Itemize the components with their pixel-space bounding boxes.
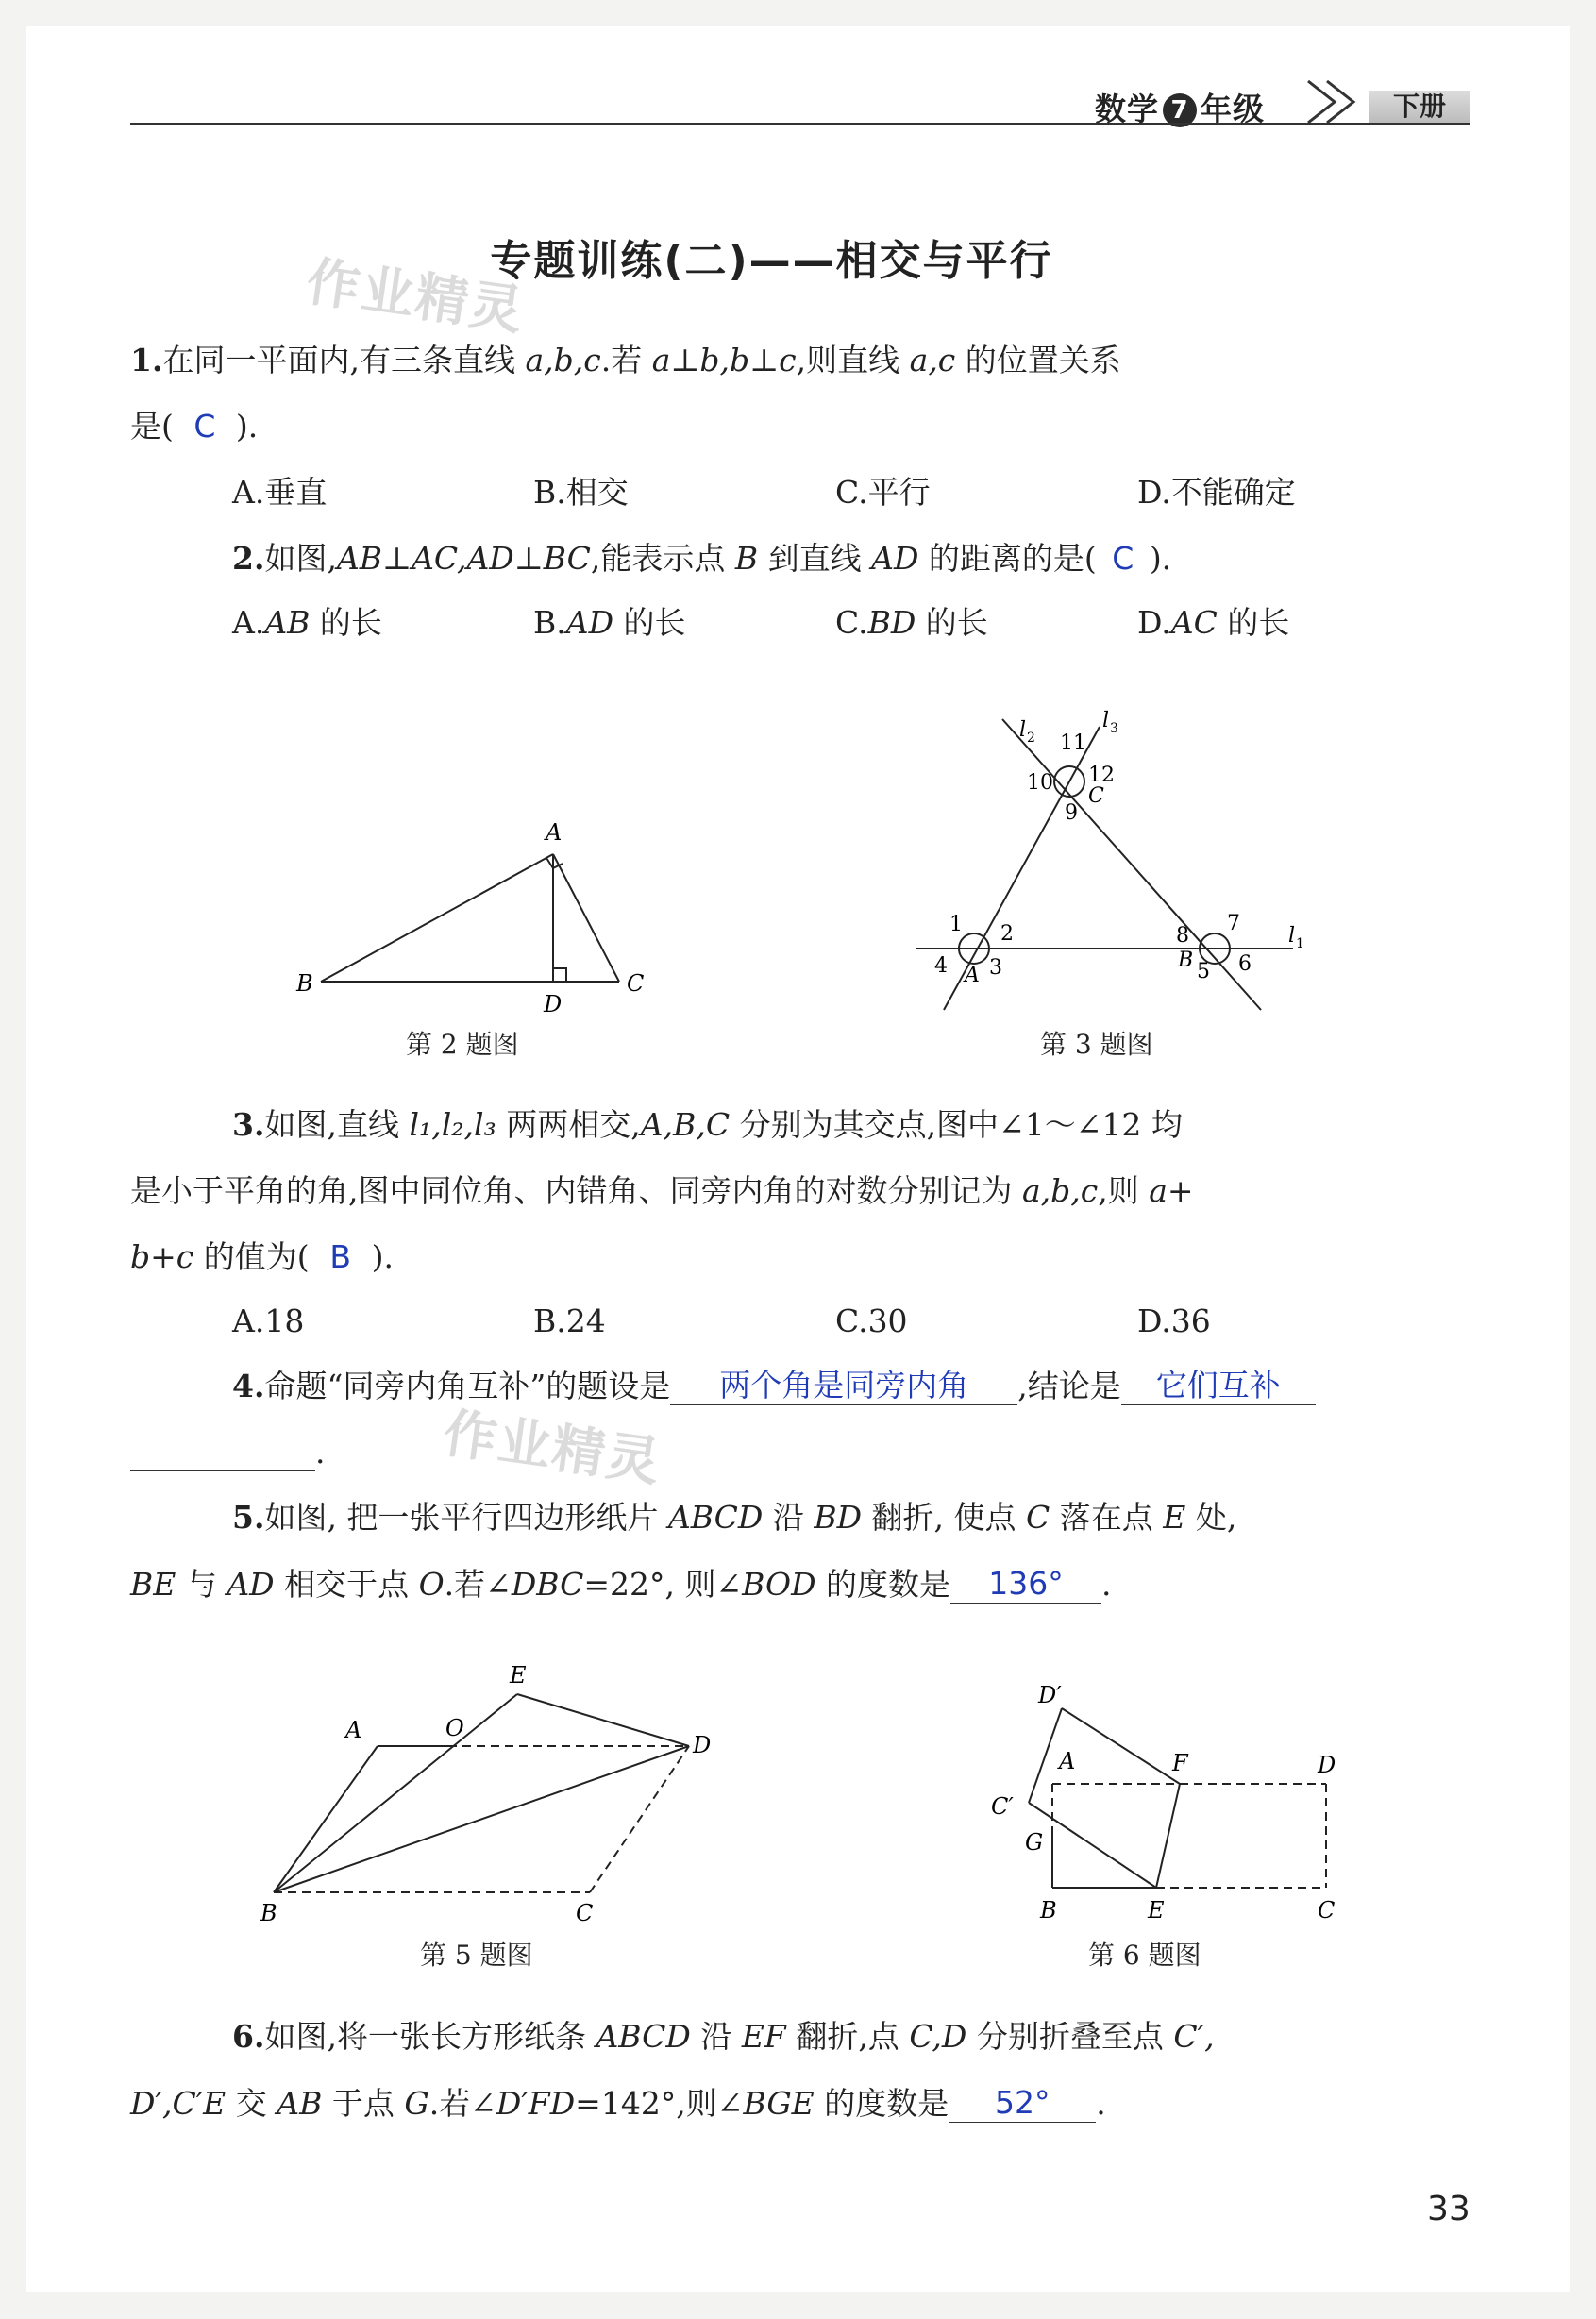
answer-blank: 52° (949, 2084, 1096, 2123)
label-l3: l (1102, 709, 1110, 732)
subject-label: 数学 (1095, 91, 1159, 127)
text: 处, (1185, 1499, 1237, 1536)
angle-7: 7 (1227, 912, 1240, 935)
text: C. (835, 604, 868, 641)
question-3 (232, 1106, 1183, 1144)
text: 如图,直线 (264, 1106, 410, 1143)
text: 是( (130, 408, 174, 445)
label-a: A (546, 819, 563, 846)
text: 如图,将一张长方形纸条 (264, 2018, 596, 2055)
text: A. (232, 604, 265, 641)
option-b (533, 604, 686, 642)
question-3-line3 (130, 1238, 394, 1276)
text: 是小于平角的角,图中同位角、内错角、同旁内角的对数分别记为 (130, 1172, 1022, 1209)
option-a (232, 604, 382, 642)
label-a: A (345, 1717, 362, 1743)
question-1 (130, 342, 1121, 379)
watermark: 作业精灵 (302, 251, 529, 343)
text: 的度数是 (814, 2085, 949, 2122)
math: b+c (130, 1238, 194, 1275)
label-c: C (1088, 784, 1104, 808)
math: AB⊥AC,AD⊥BC (336, 540, 591, 577)
question-2 (232, 540, 1171, 578)
header-divider (130, 123, 1470, 125)
text: 如图, (264, 540, 337, 577)
text: ,则 (1098, 1172, 1150, 1209)
label-g: G (1025, 1829, 1044, 1856)
angle-1: 1 (949, 913, 963, 936)
line-l3 (1002, 719, 1261, 1010)
figure-q5 (245, 1656, 736, 1930)
text: ). (1149, 540, 1172, 577)
math: BE (130, 1566, 176, 1603)
segment-d1f (1062, 1708, 1180, 1784)
text: ,结论是 (1017, 1368, 1121, 1404)
text: ). (235, 408, 259, 445)
text: . (1096, 2085, 1106, 2122)
text: 的长 (916, 604, 988, 641)
question-1-line2 (130, 408, 258, 445)
figure-caption: 第 6 题图 (1088, 1940, 1201, 1971)
math: BGE (743, 2085, 815, 2122)
option-c: C.平行 (835, 474, 931, 511)
segment-be (274, 1694, 517, 1892)
question-number: 2. (232, 540, 265, 577)
segment-ab (274, 1746, 378, 1892)
text: 与 (176, 1566, 227, 1603)
math: l₁,l₂,l₃ (409, 1106, 496, 1143)
text: ,则直线 (796, 342, 910, 378)
math: ABCD (667, 1499, 764, 1536)
text: 的长 (1217, 604, 1290, 641)
math: O (418, 1566, 445, 1603)
angle-5: 5 (1197, 960, 1210, 983)
math: a⊥b,b⊥c (651, 342, 797, 378)
segment-ac (553, 854, 619, 982)
text: . (1101, 1566, 1112, 1603)
math: A,B,C (640, 1106, 731, 1143)
answer: C (1112, 540, 1134, 577)
text: .若∠ (428, 2085, 496, 2122)
label-l1-sub: 1 (1296, 936, 1304, 951)
label-l3-sub: 3 (1110, 721, 1118, 736)
math: ABCD (596, 2018, 691, 2055)
text: =22°, 则∠ (583, 1566, 743, 1603)
math: AB (277, 2085, 323, 2122)
angle-10: 10 (1027, 771, 1053, 795)
figure-q2 (283, 812, 680, 1019)
angle-6: 6 (1238, 952, 1252, 976)
segment-fe (1156, 1784, 1180, 1888)
math: C,D (909, 2018, 967, 2055)
question-6 (232, 2018, 1215, 2056)
math: D′,C′E (130, 2085, 227, 2122)
text: 命题“同旁内角互补”的题设是 (264, 1368, 671, 1404)
text: 翻折, 使点 (862, 1499, 1027, 1536)
answer-blank-2: 它们互补 (1121, 1367, 1316, 1405)
math: AC (1170, 604, 1218, 641)
volume-badge: 下册 (1369, 91, 1470, 123)
text: 分别为其交点,图中∠1～∠12 均 (730, 1106, 1183, 1143)
angle-11: 11 (1060, 731, 1086, 755)
question-4-line2 (130, 1433, 326, 1471)
page-title: 专题训练(二)——相交与平行 (490, 237, 1053, 285)
question-number: 3. (232, 1106, 265, 1143)
label-e: E (510, 1662, 527, 1689)
text: 的距离的是( (918, 540, 1097, 577)
text: 两两相交, (496, 1106, 641, 1143)
question-5-line2 (130, 1565, 1112, 1604)
math: E (1163, 1499, 1186, 1536)
label-d: D (544, 991, 563, 1017)
label-c: C (1318, 1897, 1336, 1924)
text: 在同一平面内,有三条直线 (162, 342, 526, 378)
question-3-line2 (130, 1172, 1194, 1210)
segment-c1d1 (1029, 1708, 1062, 1803)
text: 相交于点 (274, 1566, 419, 1603)
math: a,c (909, 342, 956, 378)
question-4 (232, 1367, 1316, 1405)
label-l2: l (1019, 718, 1027, 742)
figure-caption: 第 5 题图 (420, 1940, 533, 1971)
option-d: D.不能确定 (1137, 474, 1296, 511)
question-number: 5. (232, 1499, 265, 1536)
answer-blank-continuation (130, 1433, 315, 1471)
label-b: B (260, 1900, 277, 1926)
right-angle-mark (553, 968, 566, 982)
math: EF (741, 2018, 786, 2055)
option-a: A.垂直 (232, 474, 328, 511)
question-5 (232, 1499, 1236, 1537)
question-number: 4. (232, 1368, 265, 1404)
question-6-line2 (130, 2084, 1106, 2123)
text: D. (1137, 604, 1171, 641)
label-c: C (576, 1900, 594, 1926)
angle-4: 4 (934, 954, 948, 978)
page-number: 33 (1427, 2190, 1470, 2228)
grade-suffix: 年级 (1201, 91, 1265, 127)
math: a+ (1149, 1172, 1194, 1209)
answer: B (329, 1238, 351, 1275)
figure-q3 (897, 698, 1312, 1019)
label-e: E (1148, 1897, 1165, 1924)
label-b: B (1040, 1897, 1057, 1924)
option-b: B.相交 (533, 474, 629, 511)
answer-blank-1: 两个角是同旁内角 (670, 1367, 1017, 1405)
math: C′, (1173, 2018, 1215, 2055)
segment-ec1 (1029, 1803, 1156, 1888)
segment-cd (590, 1746, 689, 1892)
grade-badge: 7 (1163, 93, 1197, 127)
text: . (315, 1434, 326, 1470)
figure-q6 (953, 1680, 1350, 1935)
text: 交 (226, 2085, 277, 2122)
figure-caption: 第 2 题图 (406, 1029, 519, 1060)
label-c-prime: C′ (991, 1793, 1014, 1820)
option-a: A.18 (232, 1302, 305, 1339)
label-a: A (965, 964, 980, 987)
text: 分别折叠至点 (966, 2018, 1174, 2055)
text: ,能表示点 (590, 540, 735, 577)
label-l2-sub: 2 (1027, 731, 1035, 746)
text: 翻折,点 (785, 2018, 910, 2055)
text: 落在点 (1050, 1499, 1164, 1536)
answer: C (193, 408, 216, 445)
angle-2: 2 (1000, 922, 1014, 946)
text: 沿 (690, 2018, 742, 2055)
label-a: A (1059, 1748, 1076, 1774)
math: AD (227, 1566, 275, 1603)
text: 沿 (763, 1499, 815, 1536)
math: DBC (511, 1566, 584, 1603)
text: =142°,则∠ (575, 2085, 744, 2122)
math: a,b,c (525, 342, 601, 378)
option-c: C.30 (835, 1302, 908, 1339)
math: BD (814, 1499, 863, 1536)
option-d: D.36 (1137, 1302, 1211, 1339)
label-b: B (1178, 949, 1194, 972)
text: 到直线 (758, 540, 872, 577)
math: AD (871, 540, 919, 577)
math: B (734, 540, 759, 577)
angle-12: 12 (1088, 764, 1115, 787)
segment-ed (517, 1694, 689, 1746)
label-c: C (627, 970, 645, 997)
label-l1: l (1288, 924, 1296, 948)
math: AD (565, 604, 614, 641)
label-d-prime: D′ (1038, 1682, 1062, 1708)
label-d: D (1318, 1752, 1336, 1778)
text: ). (371, 1238, 395, 1275)
text: 的位置关系 (955, 342, 1121, 378)
segment-bd (274, 1746, 689, 1892)
text: .若 (600, 342, 652, 378)
label-f: F (1172, 1750, 1188, 1776)
math: C (1026, 1499, 1050, 1536)
text: 于点 (322, 2085, 405, 2122)
text: 的长 (310, 604, 382, 641)
text: .若∠ (444, 1566, 512, 1603)
option-b: B.24 (533, 1302, 606, 1339)
text: B. (533, 604, 566, 641)
question-number: 1. (130, 342, 163, 378)
double-chevron-icon (1302, 74, 1369, 130)
segment-ab (321, 854, 553, 982)
answer-blank: 136° (950, 1565, 1101, 1604)
text: 的度数是 (815, 1566, 951, 1603)
angle-3: 3 (989, 956, 1002, 980)
text: 的长 (613, 604, 686, 641)
label-b: B (296, 970, 313, 997)
math: AB (264, 604, 311, 641)
text: 如图, 把一张平行四边形纸片 (264, 1499, 668, 1536)
label-o: O (445, 1715, 464, 1741)
math: D′FD (496, 2085, 576, 2122)
math: a,b,c (1021, 1172, 1099, 1209)
math: BD (867, 604, 916, 641)
option-d (1137, 604, 1289, 642)
question-number: 6. (232, 2018, 265, 2055)
option-c (835, 604, 988, 642)
watermark: 作业精灵 (439, 1403, 665, 1494)
angle-8: 8 (1176, 924, 1189, 948)
math: G (404, 2085, 429, 2122)
math: BOD (742, 1566, 816, 1603)
figure-caption: 第 3 题图 (1040, 1029, 1153, 1060)
angle-9: 9 (1065, 801, 1078, 825)
label-d: D (693, 1732, 712, 1758)
text: 的值为( (193, 1238, 310, 1275)
